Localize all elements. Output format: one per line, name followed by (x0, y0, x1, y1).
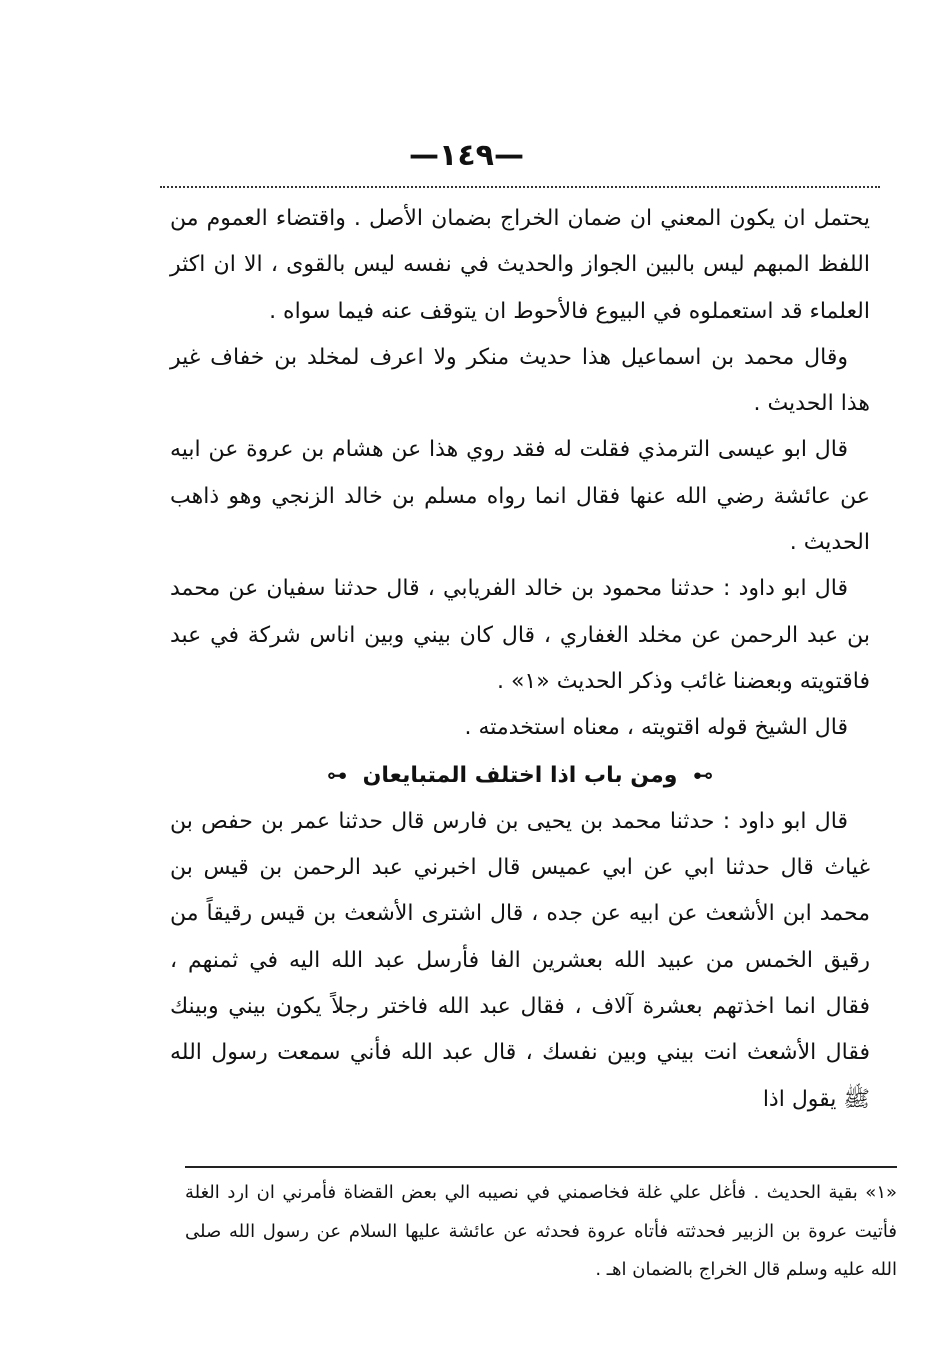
header-divider (160, 186, 880, 188)
paragraph-5: قال الشيخ قوله اقتويته ، معناه استخدمته . (464, 715, 848, 741)
section-heading-text: ومن باب اذا اختلف المتبايعان (362, 762, 678, 788)
page-number: —١٤٩— (409, 138, 524, 173)
paragraph-4: قال ابو داود : حدثنا محمود بن خالد الفريابي ، قال حدثنا سفيان عن محمد بن عبد الرحمن عن مخلد الغفاري ، قال كان بيني وبين اناس شركة في عبد فاقتويته وبعضنا غائب وذكر الحديث «١» . (170, 576, 870, 694)
section-heading (170, 752, 870, 799)
main-text (170, 196, 870, 1123)
paragraph-1: يحتمل ان يكون المعني ان ضمان الخراج بضمان الأصل . واقتضاء العموم من اللفظ المبهم ليس بالبين الجواز والحديث في نفسه ليس بالقوى ، الا ان اكثر العلماء قد استعملوه في البيوع فالأحوط ان يتوقف عنه فيما سواه . (170, 206, 870, 324)
ornament-right-icon: ⊶ (693, 762, 714, 787)
paragraph-2: وقال محمد بن اسماعيل هذا حديث منكر ولا اعرف لمخلد بن خفاف غير هذا الحديث . (170, 344, 870, 417)
paragraph-3: قال ابو عيسى الترمذي فقلت له فقد روي هذا عن هشام بن عروة عن ابيه عن عائشة رضي الله عنها فقال انما رواه مسلم بن خالد الزنجي وهو ذاهب الحديث . (170, 437, 870, 556)
footnote: «١» بقية الحديث . فأغل علي غلة فخاصمني في نصيبه الي بعض القضاة فأمرني ان ارد الغلة فأتيت عروة بن الزبير فحدثته فأتاه عروة فحدثه عن عائشة عليها السلام عن رسول الله صلى الله عليه وسلم قال الخراج بالضمان اهـ . (185, 1182, 897, 1281)
ornament-left-icon: ⊷ (326, 762, 347, 787)
paragraph-6: قال ابو داود : حدثنا محمد بن يحيى بن فارس قال حدثنا عمر بن حفص بن غياث قال حدثنا ابي عن ابي عميس قال اخبرني عبد الرحمن بن قيس بن محمد ابن الأشعث عن ابيه عن جده ، قال اشترى الأشعث بن قيس رقيقاً من رقيق الخمس من عبيد الله بعشرين الفا فأرسل عبد الله اليه في ثمنهم ، فقال انما اخذتهم بعشرة آلاف ، فقال عبد الله فاختر رجلاً يكون بيني وبينك فقال الأشعث انت بيني وبين نفسك ، قال عبد الله فأني سمعت رسول الله ﷺ يقول اذا (170, 808, 870, 1112)
footnote-divider (185, 1166, 897, 1168)
